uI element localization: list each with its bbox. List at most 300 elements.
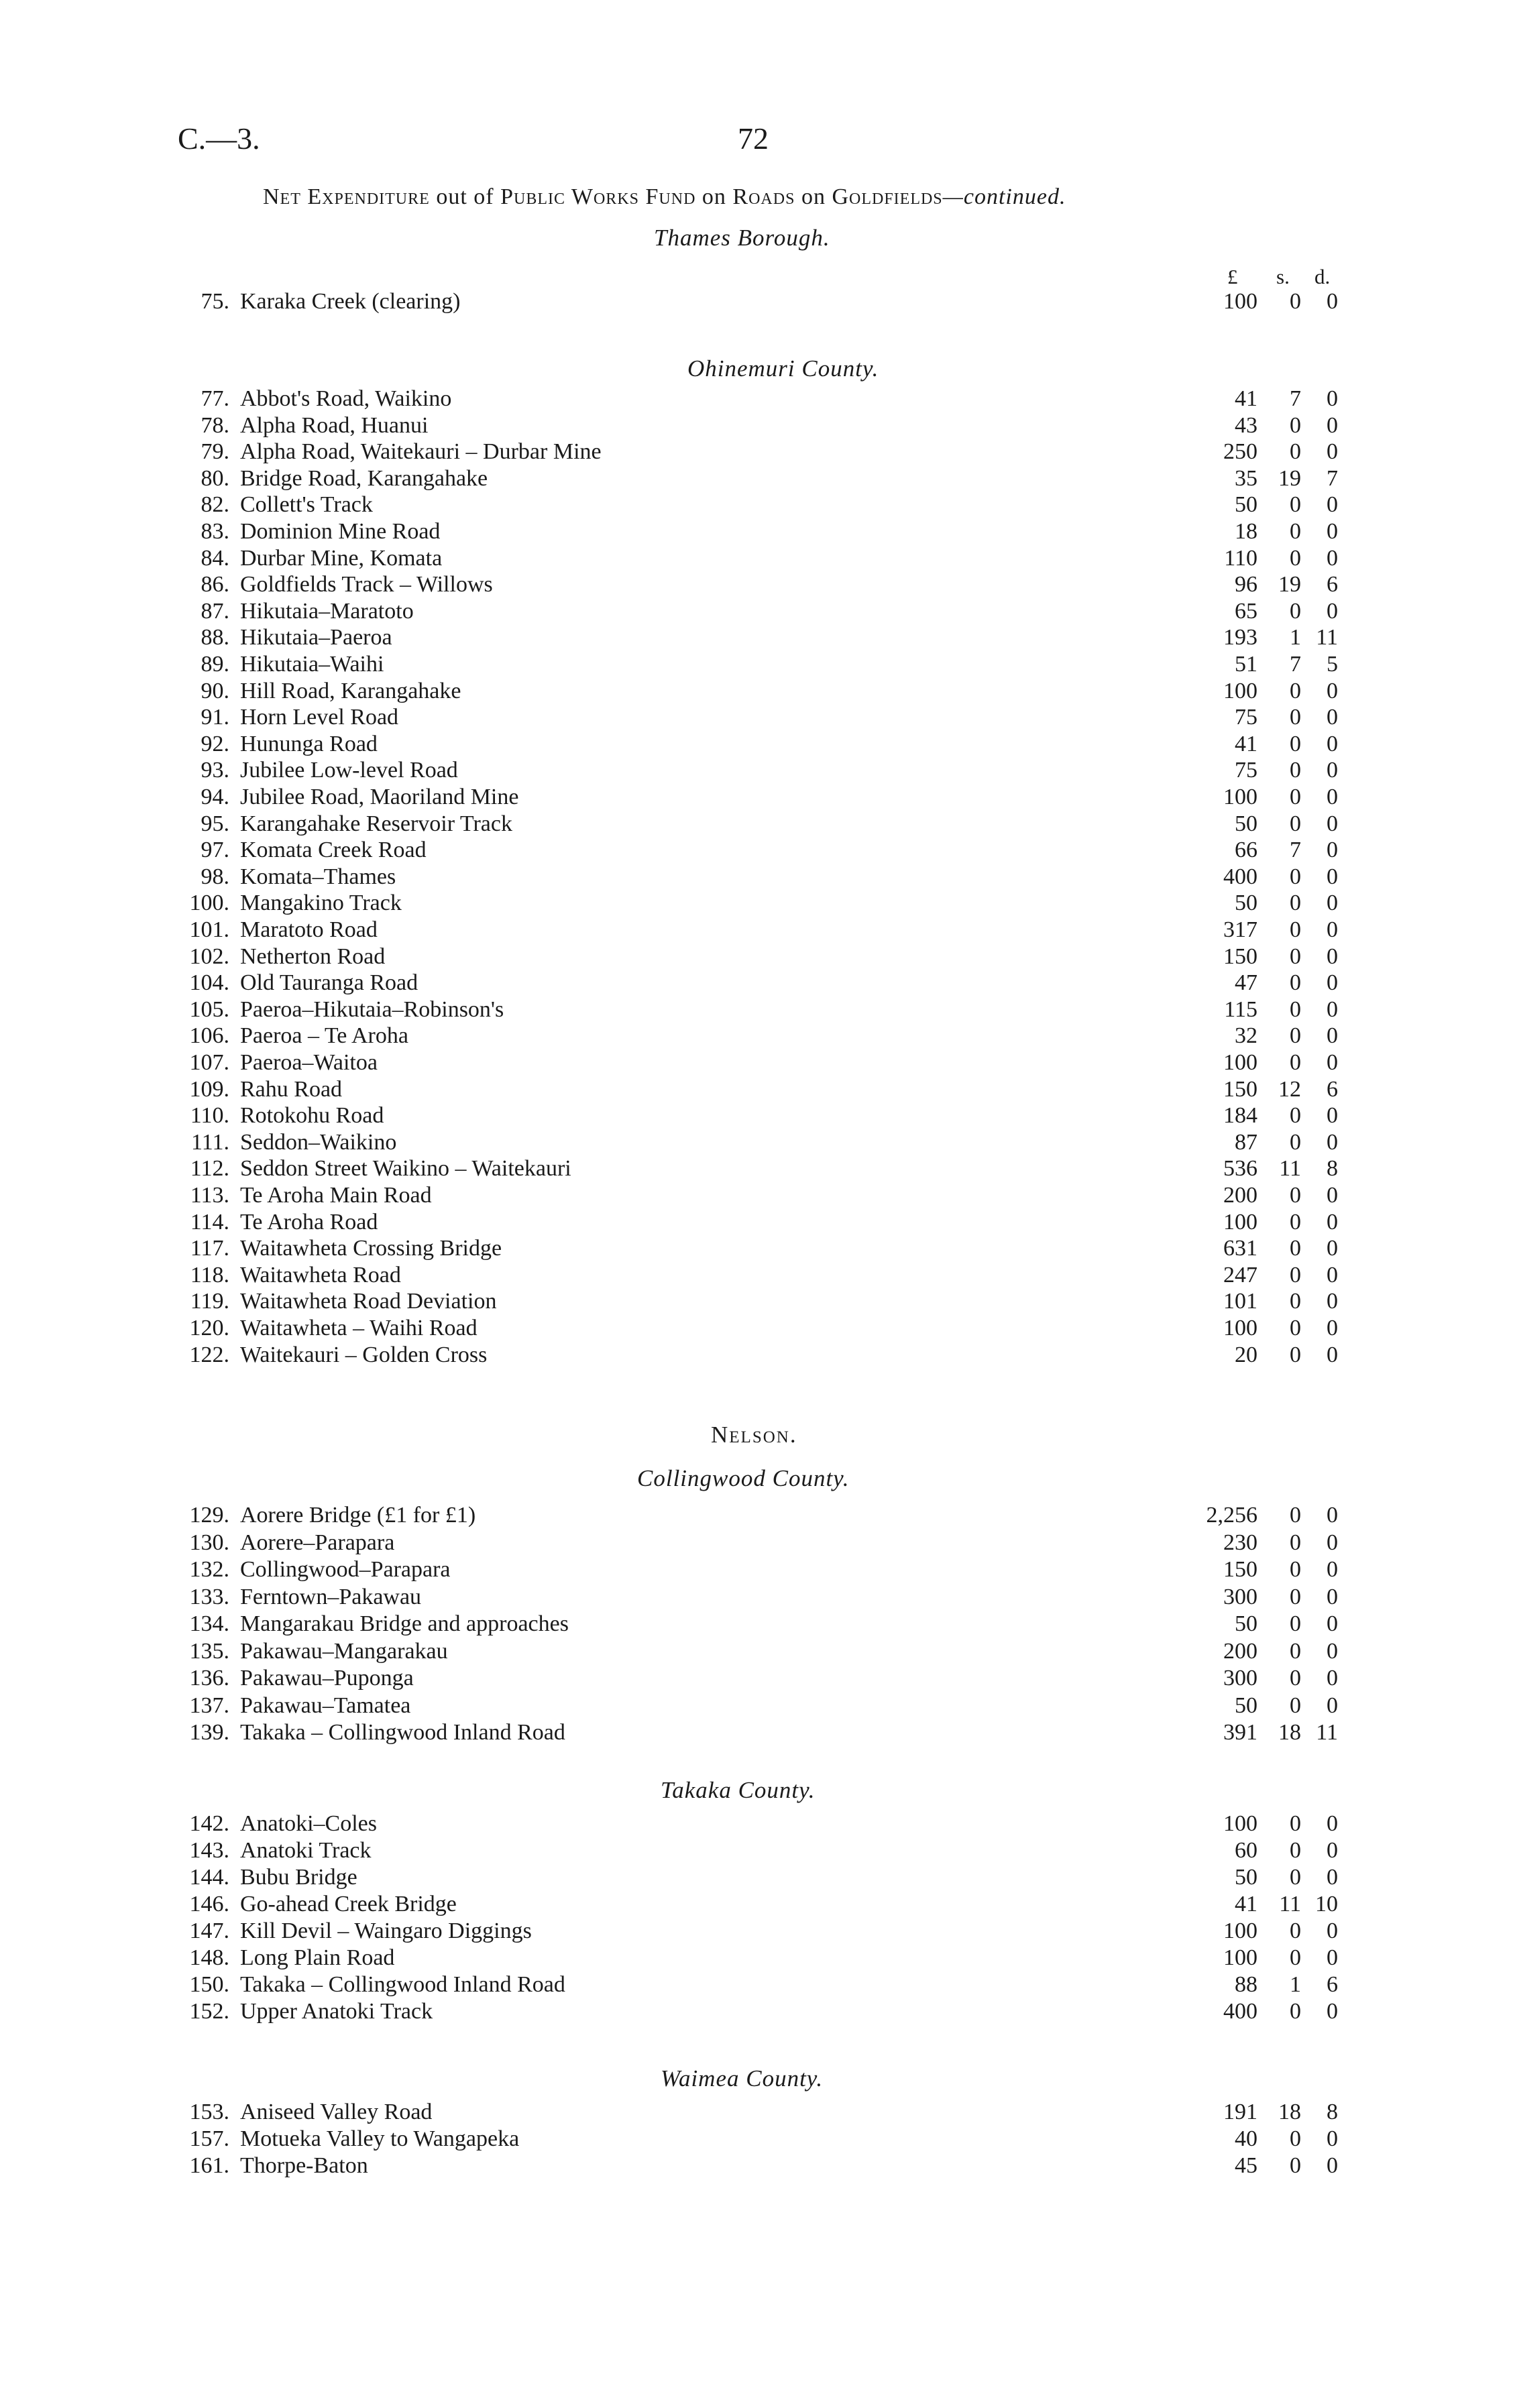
item-number: 132. (189, 1557, 229, 1582)
amount-pence: 8 (1327, 2100, 1338, 2124)
amount-pence: 10 (1315, 1892, 1338, 1916)
item-number: 118. (190, 1262, 229, 1287)
table-row (0, 651, 1513, 678)
amount-pounds: 18 (1235, 519, 1257, 544)
amount-pounds: 50 (1235, 1611, 1257, 1636)
unit-shillings-header: s. (1276, 265, 1290, 288)
table-row (0, 465, 1513, 492)
amount-shillings: 0 (1290, 758, 1301, 783)
heading-nelson: Nelson. (711, 1422, 797, 1448)
amount-pounds: 100 (1223, 678, 1257, 703)
table-row (0, 1342, 1513, 1369)
item-name: Waitekauri – Golden Cross (240, 1342, 488, 1367)
amount-pounds: 536 (1223, 1156, 1257, 1182)
amount-shillings: 0 (1290, 1342, 1301, 1367)
amount-shillings: 0 (1290, 1316, 1301, 1340)
table-row (0, 1971, 1513, 1998)
amount-shillings: 0 (1290, 785, 1301, 809)
amount-pounds: 50 (1235, 1865, 1257, 1890)
amount-pounds: 100 (1223, 1209, 1257, 1235)
amount-shillings: 0 (1290, 1918, 1301, 1943)
amount-shillings: 0 (1290, 1023, 1301, 1049)
table-row (0, 1556, 1513, 1583)
item-number: 77. (201, 386, 229, 411)
amount-shillings: 0 (1290, 811, 1301, 836)
item-name: Collett's Track (240, 492, 373, 518)
item-name: Kill Devil – Waingaro Diggings (240, 1918, 532, 1943)
amount-pence: 0 (1327, 891, 1338, 916)
item-name: Bubu Bridge (240, 1865, 357, 1890)
amount-shillings: 0 (1290, 545, 1301, 571)
table-row (0, 784, 1513, 811)
amount-pounds: 400 (1223, 864, 1257, 889)
amount-pence: 0 (1327, 1023, 1338, 1049)
item-name: Durbar Mine, Komata (240, 545, 443, 571)
item-name: Horn Level Road (240, 705, 399, 730)
item-name: Karangahake Reservoir Track (240, 811, 512, 836)
amount-pence: 0 (1327, 811, 1338, 836)
item-number: 80. (201, 465, 229, 491)
item-name: Netherton Road (240, 943, 386, 969)
amount-pounds: 115 (1224, 996, 1257, 1022)
item-name: Pakawau–Puponga (240, 1666, 414, 1690)
amount-pounds: 51 (1235, 652, 1257, 677)
table-row (0, 2153, 1513, 2179)
amount-pence: 0 (1327, 758, 1338, 783)
table-row (0, 757, 1513, 784)
item-name: Pakawau–Mangarakau (240, 1638, 448, 1664)
table-row (0, 1864, 1513, 1891)
table-row (0, 1584, 1513, 1611)
amount-pence: 0 (1327, 1584, 1338, 1609)
item-number: 152. (189, 1999, 229, 2024)
item-name: Collingwood–Parapara (240, 1557, 451, 1582)
amount-shillings: 12 (1278, 1076, 1301, 1102)
amount-pounds: 41 (1235, 731, 1257, 756)
amount-pounds: 100 (1223, 1050, 1257, 1075)
amount-pence: 0 (1327, 412, 1338, 438)
item-number: 109. (189, 1076, 229, 1102)
amount-pence: 0 (1327, 1342, 1338, 1367)
amount-shillings: 11 (1279, 1892, 1301, 1916)
table-row (0, 1076, 1513, 1103)
amount-pence: 0 (1327, 1129, 1338, 1155)
amount-pounds: 100 (1223, 1918, 1257, 1943)
amount-shillings: 0 (1290, 1838, 1301, 1863)
amount-shillings: 0 (1290, 1129, 1301, 1155)
amount-pence: 0 (1327, 1865, 1338, 1890)
amount-pence: 6 (1327, 1076, 1338, 1102)
amount-shillings: 19 (1278, 465, 1301, 491)
item-number: 78. (201, 412, 229, 438)
item-name: Old Tauranga Road (240, 970, 418, 996)
title-part: on (795, 184, 832, 209)
item-number: 102. (189, 943, 229, 969)
amount-pounds: 50 (1235, 891, 1257, 916)
amount-shillings: 0 (1290, 864, 1301, 889)
item-number: 94. (201, 785, 229, 809)
amount-shillings: 0 (1290, 1503, 1301, 1528)
amount-shillings: 0 (1290, 439, 1301, 465)
amount-pence: 0 (1327, 289, 1338, 314)
table-row (0, 1049, 1513, 1076)
amount-pence: 0 (1327, 492, 1338, 518)
amount-pence: 0 (1327, 2126, 1338, 2151)
amount-pence: 0 (1327, 1236, 1338, 1261)
table-row (0, 624, 1513, 651)
title-part: —continued. (942, 184, 1066, 209)
amount-pence: 0 (1327, 386, 1338, 411)
table-row (0, 1315, 1513, 1342)
amount-shillings: 0 (1290, 1289, 1301, 1314)
item-number: 92. (201, 731, 229, 756)
document-title (263, 184, 1066, 210)
item-name: Waitawheta – Waihi Road (240, 1316, 478, 1340)
item-name: Karaka Creek (clearing) (240, 289, 461, 314)
table-row (0, 1611, 1513, 1638)
amount-shillings: 0 (1290, 970, 1301, 996)
amount-shillings: 1 (1290, 625, 1301, 650)
item-name: Aorere Bridge (£1 for £1) (240, 1503, 476, 1528)
table-row (0, 811, 1513, 838)
heading-waimea-county: Waimea County. (661, 2065, 824, 2091)
amount-pence: 6 (1327, 572, 1338, 597)
amount-shillings: 0 (1290, 519, 1301, 544)
amount-pence: 5 (1327, 652, 1338, 677)
amount-shillings: 7 (1290, 838, 1301, 863)
amount-shillings: 0 (1290, 1103, 1301, 1129)
amount-pounds: 75 (1235, 758, 1257, 783)
item-name: Te Aroha Road (240, 1209, 378, 1235)
item-name: Alpha Road, Huanui (240, 412, 429, 438)
item-name: Hununga Road (240, 731, 378, 756)
item-number: 75. (201, 289, 229, 314)
amount-pounds: 100 (1223, 1316, 1257, 1340)
item-name: Mangakino Track (240, 891, 402, 916)
amount-pounds: 400 (1223, 1999, 1257, 2024)
item-name: Anatoki–Coles (240, 1811, 377, 1836)
table-row (0, 731, 1513, 758)
item-number: 139. (189, 1720, 229, 1745)
item-name: Aorere–Parapara (240, 1530, 395, 1555)
item-number: 110. (190, 1103, 229, 1129)
amount-shillings: 18 (1278, 1720, 1301, 1745)
title-part: Roads (732, 184, 795, 209)
item-number: 148. (189, 1945, 229, 1970)
table-row (0, 1719, 1513, 1746)
heading-takaka-county: Takaka County. (661, 1777, 816, 1803)
item-number: 105. (189, 996, 229, 1022)
amount-shillings: 11 (1279, 1156, 1301, 1182)
amount-shillings: 0 (1290, 1999, 1301, 2024)
amount-pence: 0 (1327, 1262, 1338, 1287)
item-number: 122. (189, 1342, 229, 1367)
item-name: Motueka Valley to Wangapeka (240, 2126, 520, 2151)
amount-pounds: 150 (1223, 943, 1257, 969)
amount-pence: 0 (1327, 731, 1338, 756)
table-row (0, 1811, 1513, 1837)
item-name: Abbot's Road, Waikino (240, 386, 452, 411)
item-number: 111. (191, 1129, 229, 1155)
table-row (0, 1998, 1513, 2025)
amount-pence: 0 (1327, 1503, 1338, 1528)
table-row (0, 1288, 1513, 1315)
amount-pence: 0 (1327, 1811, 1338, 1836)
item-name: Mangarakau Bridge and approaches (240, 1611, 569, 1636)
amount-pence: 0 (1327, 943, 1338, 969)
amount-pence: 0 (1327, 838, 1338, 863)
amount-pence: 0 (1327, 519, 1338, 544)
table-row (0, 439, 1513, 465)
table-row (0, 678, 1513, 705)
amount-shillings: 0 (1290, 1183, 1301, 1208)
table-row (0, 1209, 1513, 1236)
item-number: 161. (189, 2153, 229, 2178)
table-row (0, 598, 1513, 625)
item-name: Dominion Mine Road (240, 519, 441, 544)
amount-pounds: 35 (1235, 465, 1257, 491)
amount-shillings: 0 (1290, 705, 1301, 730)
item-name: Thorpe-Baton (240, 2153, 368, 2178)
amount-pence: 7 (1327, 465, 1338, 491)
table-row (0, 1502, 1513, 1529)
amount-pounds: 230 (1223, 1530, 1257, 1555)
item-number: 129. (189, 1503, 229, 1528)
item-name: Bridge Road, Karangahake (240, 465, 488, 491)
amount-pence: 0 (1327, 439, 1338, 465)
amount-pence: 6 (1327, 1972, 1338, 1997)
table-row (0, 288, 1513, 315)
unit-pence-header: d. (1314, 265, 1331, 288)
amount-shillings: 0 (1290, 1557, 1301, 1582)
amount-pounds: 247 (1223, 1262, 1257, 1287)
table-row (0, 518, 1513, 545)
item-number: 136. (189, 1666, 229, 1690)
amount-shillings: 0 (1290, 1638, 1301, 1664)
amount-pence: 0 (1327, 1103, 1338, 1129)
item-number: 157. (189, 2126, 229, 2151)
amount-pounds: 40 (1235, 2126, 1257, 2151)
amount-pounds: 50 (1235, 811, 1257, 836)
item-number: 113. (190, 1183, 229, 1208)
item-number: 137. (189, 1693, 229, 1718)
item-number: 107. (189, 1050, 229, 1075)
amount-pounds: 60 (1235, 1838, 1257, 1863)
amount-pence: 11 (1316, 1720, 1338, 1745)
amount-pence: 0 (1327, 1999, 1338, 2024)
item-name: Rahu Road (240, 1076, 343, 1102)
amount-shillings: 0 (1290, 1611, 1301, 1636)
amount-pence: 0 (1327, 545, 1338, 571)
table-row (0, 890, 1513, 917)
amount-pounds: 150 (1223, 1557, 1257, 1582)
title-part: Public Works Fund (500, 184, 696, 209)
item-name: Maratoto Road (240, 917, 378, 942)
amount-shillings: 0 (1290, 2153, 1301, 2178)
item-name: Hikutaia–Paeroa (240, 625, 392, 650)
item-name: Jubilee Road, Maoriland Mine (240, 785, 519, 809)
item-number: 135. (189, 1638, 229, 1664)
item-number: 130. (189, 1530, 229, 1555)
amount-pounds: 65 (1235, 598, 1257, 624)
table-row (0, 970, 1513, 996)
amount-pounds: 193 (1223, 625, 1257, 650)
item-name: Rotokohu Road (240, 1103, 384, 1129)
item-name: Komata–Thames (240, 864, 396, 889)
item-name: Takaka – Collingwood Inland Road (240, 1720, 565, 1745)
item-number: 101. (189, 917, 229, 942)
item-number: 133. (189, 1584, 229, 1609)
item-name: Takaka – Collingwood Inland Road (240, 1972, 565, 1997)
amount-pence: 0 (1327, 2153, 1338, 2178)
item-number: 93. (201, 758, 229, 783)
amount-shillings: 0 (1290, 1584, 1301, 1609)
item-number: 89. (201, 652, 229, 677)
item-name: Go-ahead Creek Bridge (240, 1892, 457, 1916)
amount-shillings: 0 (1290, 678, 1301, 703)
unit-pounds-header: £ (1227, 265, 1238, 288)
item-number: 91. (201, 705, 229, 730)
table-row (0, 917, 1513, 943)
amount-pounds: 391 (1223, 1720, 1257, 1745)
table-row (0, 864, 1513, 891)
amount-pence: 0 (1327, 1316, 1338, 1340)
table-row (0, 704, 1513, 731)
amount-shillings: 0 (1290, 1865, 1301, 1890)
amount-pounds: 45 (1235, 2153, 1257, 2178)
amount-pence: 11 (1316, 625, 1338, 650)
amount-pence: 0 (1327, 864, 1338, 889)
item-name: Paeroa – Te Aroha (240, 1023, 408, 1049)
table-row (0, 1837, 1513, 1864)
amount-pounds: 20 (1235, 1342, 1257, 1367)
amount-shillings: 0 (1290, 598, 1301, 624)
amount-pence: 0 (1327, 785, 1338, 809)
amount-pounds: 75 (1235, 705, 1257, 730)
page-header-series: C.—3. (178, 121, 260, 156)
item-name: Waitawheta Road Deviation (240, 1289, 497, 1314)
table-row (0, 1918, 1513, 1945)
table-row (0, 571, 1513, 598)
amount-pounds: 631 (1223, 1236, 1257, 1261)
amount-shillings: 0 (1290, 731, 1301, 756)
amount-pence: 0 (1327, 1183, 1338, 1208)
heading-thames-borough: Thames Borough. (654, 225, 830, 251)
amount-pounds: 317 (1223, 917, 1257, 942)
amount-pounds: 88 (1235, 1972, 1257, 1997)
item-number: 88. (201, 625, 229, 650)
item-number: 114. (190, 1209, 229, 1235)
table-row (0, 1235, 1513, 1262)
heading-ohinemuri-county: Ohinemuri County. (687, 355, 879, 382)
amount-pence: 0 (1327, 970, 1338, 996)
amount-shillings: 1 (1290, 1972, 1301, 1997)
table-row (0, 1182, 1513, 1209)
item-name: Aniseed Valley Road (240, 2100, 433, 2124)
amount-pence: 0 (1327, 1918, 1338, 1943)
item-name: Hikutaia–Maratoto (240, 598, 414, 624)
table-row (0, 1262, 1513, 1289)
table-row (0, 1102, 1513, 1129)
table-row (0, 1155, 1513, 1182)
amount-pounds: 100 (1223, 289, 1257, 314)
amount-pence: 0 (1327, 1050, 1338, 1075)
item-number: 98. (201, 864, 229, 889)
table-row (0, 1638, 1513, 1665)
item-number: 144. (189, 1865, 229, 1890)
table-row (0, 545, 1513, 572)
amount-shillings: 0 (1290, 917, 1301, 942)
amount-pounds: 300 (1223, 1666, 1257, 1690)
item-number: 83. (201, 519, 229, 544)
amount-pounds: 300 (1223, 1584, 1257, 1609)
item-name: Pakawau–Tamatea (240, 1693, 411, 1718)
amount-pounds: 96 (1235, 572, 1257, 597)
amount-pence: 8 (1327, 1156, 1338, 1182)
item-name: Seddon Street Waikino – Waitekauri (240, 1156, 571, 1182)
amount-shillings: 0 (1290, 1209, 1301, 1235)
item-name: Te Aroha Main Road (240, 1183, 432, 1208)
amount-pounds: 2,256 (1206, 1503, 1257, 1528)
amount-pence: 0 (1327, 678, 1338, 703)
amount-pounds: 101 (1223, 1289, 1257, 1314)
title-part: Goldfields (832, 184, 943, 209)
amount-shillings: 18 (1278, 2100, 1301, 2124)
item-name: Seddon–Waikino (240, 1129, 397, 1155)
amount-pence: 0 (1327, 1611, 1338, 1636)
table-row (0, 1665, 1513, 1692)
item-number: 143. (189, 1838, 229, 1863)
amount-pounds: 50 (1235, 492, 1257, 518)
item-name: Alpha Road, Waitekauri – Durbar Mine (240, 439, 602, 465)
item-number: 147. (189, 1918, 229, 1943)
amount-pounds: 47 (1235, 970, 1257, 996)
amount-pounds: 191 (1223, 2100, 1257, 2124)
amount-shillings: 0 (1290, 1262, 1301, 1287)
amount-shillings: 0 (1290, 1693, 1301, 1718)
amount-pence: 0 (1327, 1666, 1338, 1690)
item-number: 97. (201, 838, 229, 863)
amount-pence: 0 (1327, 705, 1338, 730)
item-name: Komata Creek Road (240, 838, 427, 863)
amount-pence: 0 (1327, 1557, 1338, 1582)
item-name: Ferntown–Pakawau (240, 1584, 422, 1609)
table-row (0, 412, 1513, 439)
table-row (0, 1891, 1513, 1918)
item-number: 120. (189, 1316, 229, 1340)
item-number: 79. (201, 439, 229, 465)
amount-pence: 0 (1327, 996, 1338, 1022)
amount-shillings: 0 (1290, 1050, 1301, 1075)
item-number: 84. (201, 545, 229, 571)
table-row (0, 386, 1513, 412)
amount-pounds: 32 (1235, 1023, 1257, 1049)
item-number: 117. (190, 1236, 229, 1261)
item-number: 95. (201, 811, 229, 836)
title-part: on (695, 184, 733, 209)
amount-pence: 0 (1327, 1693, 1338, 1718)
item-number: 112. (190, 1156, 229, 1182)
amount-shillings: 0 (1290, 1530, 1301, 1555)
title-part: Net Expenditure (263, 184, 430, 209)
table-row (0, 2126, 1513, 2153)
amount-shillings: 0 (1290, 996, 1301, 1022)
title-part: out of (429, 184, 501, 209)
item-name: Waitawheta Crossing Bridge (240, 1236, 502, 1261)
page-number: 72 (738, 121, 769, 156)
amount-pence: 0 (1327, 1289, 1338, 1314)
amount-pounds: 200 (1223, 1183, 1257, 1208)
